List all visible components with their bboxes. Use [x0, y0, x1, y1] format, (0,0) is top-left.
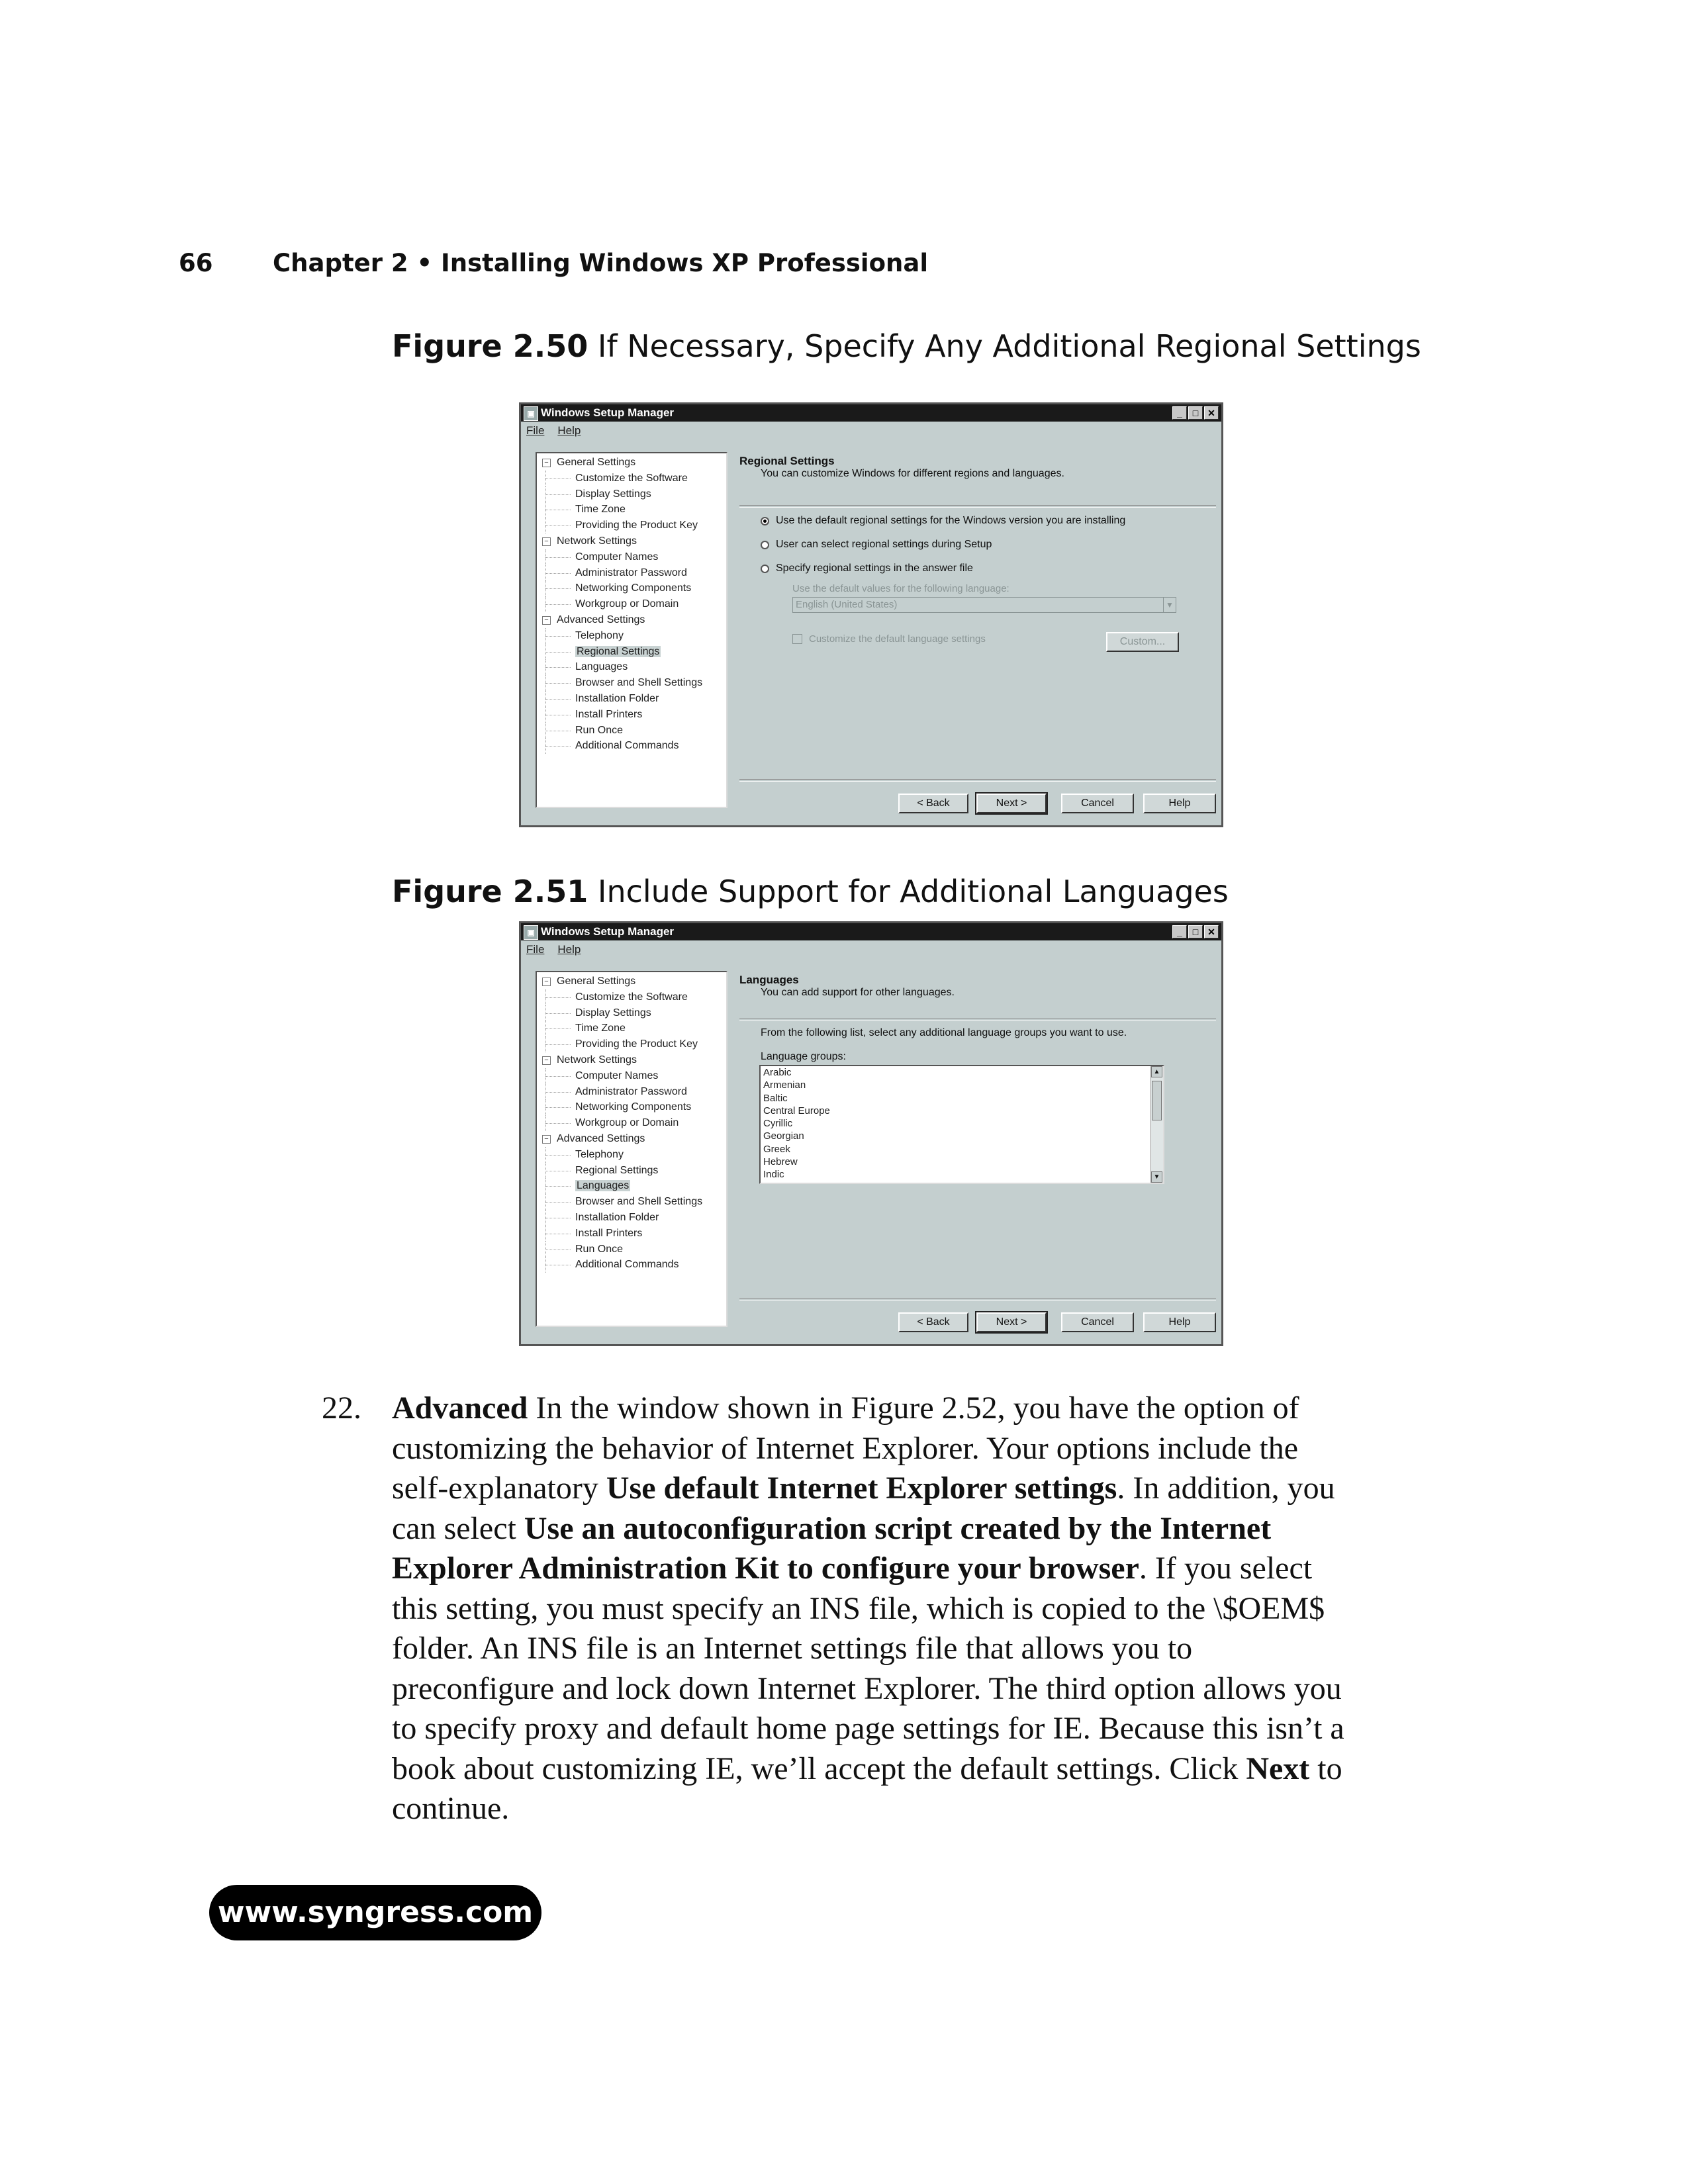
- tree-item-label: Languages: [575, 661, 628, 673]
- radio-user-select[interactable]: [761, 539, 992, 551]
- tree-item-label: Install Printers: [575, 708, 643, 720]
- menu-help[interactable]: Help: [557, 424, 581, 437]
- tree-item[interactable]: [537, 1210, 726, 1226]
- list-item[interactable]: Greek: [763, 1143, 790, 1155]
- header-separator: [739, 505, 1216, 508]
- tree-item-label: Display Settings: [575, 1007, 651, 1019]
- tree-connector: [545, 478, 571, 479]
- tree-item-label: Additional Commands: [575, 740, 679, 752]
- collapse-icon[interactable]: −: [542, 1135, 551, 1144]
- tree-item-label: Providing the Product Key: [575, 1038, 698, 1050]
- tree-item-label: Customize the Software: [575, 472, 688, 484]
- page-heading: Languages: [739, 974, 799, 986]
- figure-label: Figure 2.51: [392, 874, 588, 909]
- scrollbar[interactable]: [1150, 1066, 1163, 1183]
- footer-separator: [739, 1298, 1216, 1300]
- tree-item-label: General Settings: [557, 457, 636, 468]
- language-combo[interactable]: [792, 597, 1176, 613]
- tree-connector: [545, 1123, 571, 1124]
- tree-item[interactable]: [537, 565, 726, 581]
- tree-connector: [545, 557, 571, 558]
- tree-item[interactable]: [537, 533, 726, 549]
- tree-item[interactable]: [537, 691, 726, 707]
- list-item[interactable]: Hebrew: [763, 1156, 798, 1168]
- instruction-text: From the following list, select any additional language groups you want to use.: [761, 1027, 1127, 1038]
- text-run: to continue.: [392, 1751, 1342, 1826]
- tree-connector: [545, 699, 571, 700]
- tree-item[interactable]: [537, 1099, 726, 1115]
- text-run: In the window shown in Figure 2.52, you have the option of customizing the behavior of Internet Explorer. Your options include the self-explanatory: [392, 1390, 1299, 1506]
- tree-item[interactable]: [537, 502, 726, 518]
- radio-label: Specify regional settings in the answer file: [776, 563, 973, 574]
- tree-item-label: Customize the Software: [575, 991, 688, 1003]
- checkbox-icon: [792, 634, 802, 644]
- list-item[interactable]: Cyrillic: [763, 1118, 793, 1130]
- list-item[interactable]: Central Europe: [763, 1105, 830, 1116]
- option-name: Use default Internet Explorer settings: [606, 1471, 1117, 1506]
- option-name: Use an autoconfiguration script created by the Internet Explorer Administration Kit to configure your browser: [392, 1510, 1272, 1586]
- tree-item[interactable]: [537, 471, 726, 486]
- tree-item-label: Workgroup or Domain: [575, 598, 679, 610]
- list-item[interactable]: Arabic: [763, 1067, 792, 1078]
- customize-language-checkbox[interactable]: [792, 633, 986, 645]
- close-button[interactable]: ✕: [1204, 406, 1219, 420]
- custom-button[interactable]: Custom...: [1106, 632, 1179, 652]
- tree-item[interactable]: [537, 1178, 726, 1194]
- scroll-up-icon[interactable]: ▲: [1151, 1066, 1162, 1077]
- tree-item[interactable]: [537, 1084, 726, 1100]
- tree-connector: [545, 494, 571, 495]
- tree-item[interactable]: [537, 1257, 726, 1273]
- minimize-button[interactable]: _: [1172, 406, 1187, 420]
- tree-connector: [545, 1092, 571, 1093]
- tree-item-label: Providing the Product Key: [575, 520, 698, 531]
- tree-item-label: Languages: [577, 1180, 630, 1192]
- collapse-icon[interactable]: −: [542, 1056, 551, 1065]
- tree-item[interactable]: [537, 723, 726, 739]
- tree-connector: [545, 1107, 571, 1108]
- radio-icon: [761, 565, 769, 573]
- tree-connector: [545, 588, 571, 589]
- tree-item[interactable]: [537, 644, 726, 660]
- tree-item-label: Run Once: [575, 1243, 624, 1255]
- tree-item-label: Computer Names: [575, 1069, 659, 1081]
- tree-item[interactable]: [537, 707, 726, 723]
- tree-item[interactable]: [537, 1021, 726, 1036]
- default-values-label: Use the default values for the following language:: [792, 583, 1009, 594]
- language-groups-list[interactable]: [759, 1065, 1164, 1184]
- tree-item-label: Regional Settings: [577, 645, 660, 657]
- step-paragraph: [392, 1388, 1352, 1829]
- chevron-down-icon[interactable]: ▼: [1163, 598, 1176, 612]
- tree-item[interactable]: [537, 1068, 726, 1084]
- settings-tree[interactable]: [536, 971, 727, 1327]
- collapse-icon[interactable]: −: [542, 616, 551, 625]
- tree-item-label: Advanced Settings: [557, 614, 645, 625]
- tree-item-label: Network Settings: [557, 535, 637, 547]
- menu-file[interactable]: File: [526, 943, 545, 956]
- tree-item[interactable]: [537, 1131, 726, 1147]
- tree-item[interactable]: [537, 1036, 726, 1052]
- tree-item[interactable]: [537, 738, 726, 754]
- tree-item-label: Network Settings: [557, 1054, 637, 1066]
- setup-manager-window-languages: [519, 921, 1223, 1346]
- collapse-icon[interactable]: −: [542, 978, 551, 986]
- tree-connector: [545, 1202, 571, 1203]
- cancel-button[interactable]: Cancel: [1061, 1312, 1134, 1332]
- tree-item-label: Advanced Settings: [557, 1132, 645, 1144]
- back-button[interactable]: < Back: [898, 794, 968, 813]
- next-button[interactable]: Next >: [976, 794, 1047, 813]
- page-heading: Regional Settings: [739, 455, 835, 467]
- maximize-button[interactable]: □: [1188, 925, 1203, 938]
- language-combo-value: English (United States): [796, 599, 898, 610]
- tree-item[interactable]: [537, 1242, 726, 1257]
- tree-item[interactable]: [537, 1147, 726, 1163]
- figure-caption-text: Include Support for Additional Languages: [597, 874, 1229, 909]
- tree-item[interactable]: [537, 1194, 726, 1210]
- radio-label: Use the default regional settings for the Windows version you are installing: [776, 515, 1126, 526]
- page-subheading: You can customize Windows for different regions and languages.: [761, 468, 1064, 479]
- collapse-icon[interactable]: −: [542, 459, 551, 467]
- page-header: [739, 974, 955, 999]
- tree-connector: [545, 746, 571, 747]
- list-item[interactable]: Armenian: [763, 1079, 806, 1091]
- tree-item-label: Install Printers: [575, 1227, 643, 1239]
- tree-item-label: Networking Components: [575, 1101, 692, 1113]
- tree-item-label: General Settings: [557, 976, 636, 987]
- tree-item[interactable]: [537, 549, 726, 565]
- tree-connector: [545, 604, 571, 605]
- page-header: [739, 455, 1064, 480]
- tree-item-label: Administrator Password: [575, 567, 687, 578]
- header-separator: [739, 1019, 1216, 1021]
- tree-item[interactable]: [537, 486, 726, 502]
- page-number: 66: [179, 249, 213, 277]
- maximize-button[interactable]: □: [1188, 406, 1203, 420]
- window-title: Windows Setup Manager: [541, 406, 675, 419]
- tree-item[interactable]: [537, 628, 726, 644]
- radio-icon: [761, 541, 769, 549]
- app-icon: ▣: [524, 406, 538, 421]
- tree-connector: [545, 636, 571, 637]
- tree-item[interactable]: [537, 612, 726, 628]
- radio-use-default[interactable]: [761, 515, 1125, 527]
- next-keyword: Next: [1246, 1751, 1310, 1786]
- tree-item[interactable]: [537, 1052, 726, 1068]
- tree-item-label: Telephony: [575, 629, 624, 641]
- app-icon: ▣: [524, 925, 538, 940]
- tree-item-label: Installation Folder: [575, 1211, 659, 1223]
- settings-tree[interactable]: [536, 452, 727, 808]
- scroll-thumb[interactable]: [1152, 1081, 1162, 1120]
- figure-caption-text: If Necessary, Specify Any Additional Regional Settings: [597, 328, 1421, 364]
- running-title: Chapter 2 • Installing Windows XP Professional: [273, 249, 929, 277]
- tree-item[interactable]: [537, 1005, 726, 1021]
- tree-item-label: Computer Names: [575, 551, 659, 563]
- tree-item-label: Telephony: [575, 1148, 624, 1160]
- text-run: . In addition, you can select: [392, 1471, 1335, 1546]
- title-bar[interactable]: [521, 923, 1221, 940]
- collapse-icon[interactable]: −: [542, 537, 551, 546]
- radio-selected-icon: [761, 517, 769, 525]
- step-title: Advanced: [392, 1390, 528, 1426]
- tree-item[interactable]: [537, 659, 726, 675]
- tree-item-label: Installation Folder: [575, 692, 659, 704]
- tree-item[interactable]: [537, 675, 726, 691]
- tree-item[interactable]: [537, 1226, 726, 1242]
- tree-connector: [545, 1155, 571, 1156]
- tree-connector: [545, 667, 571, 668]
- list-item[interactable]: Baltic: [763, 1092, 788, 1104]
- tree-item-label: Regional Settings: [575, 1164, 659, 1176]
- language-groups-label: Language groups:: [761, 1051, 846, 1062]
- tree-item-label: Browser and Shell Settings: [575, 1196, 703, 1208]
- title-bar[interactable]: [521, 404, 1221, 422]
- help-button[interactable]: Help: [1143, 1312, 1216, 1332]
- tree-item[interactable]: [537, 989, 726, 1005]
- back-button[interactable]: < Back: [898, 1312, 968, 1332]
- figure-2-51-caption: [392, 874, 1229, 909]
- tree-connector: [545, 652, 571, 653]
- help-button[interactable]: Help: [1143, 794, 1216, 813]
- tree-connector: [545, 1076, 571, 1077]
- tree-item[interactable]: [537, 596, 726, 612]
- tree-item-label: Browser and Shell Settings: [575, 677, 703, 689]
- tree-item[interactable]: [537, 1115, 726, 1131]
- tree-item[interactable]: [537, 974, 726, 989]
- tree-connector: [545, 525, 571, 526]
- tree-connector: [545, 1028, 571, 1029]
- tree-connector: [545, 997, 571, 998]
- figure-2-50-caption: [392, 328, 1421, 364]
- tree-item-label: Networking Components: [575, 582, 692, 594]
- checkbox-label: Customize the default language settings: [809, 633, 986, 645]
- menu-bar: [526, 943, 581, 956]
- close-button[interactable]: ✕: [1204, 925, 1219, 938]
- list-item[interactable]: Indic: [763, 1169, 784, 1181]
- tree-connector: [545, 1013, 571, 1014]
- tree-item-label: Administrator Password: [575, 1085, 687, 1097]
- tree-item-label: Workgroup or Domain: [575, 1117, 679, 1129]
- menu-help[interactable]: Help: [557, 943, 581, 956]
- tree-item-label: Time Zone: [575, 504, 626, 516]
- page-subheading: You can add support for other languages.: [761, 987, 955, 998]
- tree-item-label: Display Settings: [575, 488, 651, 500]
- tree-item[interactable]: [537, 455, 726, 471]
- setup-manager-window-regional: [519, 402, 1223, 827]
- menu-file[interactable]: File: [526, 424, 545, 437]
- tree-item-label: Time Zone: [575, 1023, 626, 1034]
- cancel-button[interactable]: Cancel: [1061, 794, 1134, 813]
- tree-item-label: Run Once: [575, 724, 624, 736]
- radio-label: User can select regional settings during Setup: [776, 539, 992, 550]
- list-item[interactable]: Georgian: [763, 1130, 804, 1142]
- footer-separator: [739, 779, 1216, 782]
- tree-item[interactable]: [537, 518, 726, 533]
- tree-connector: [545, 1044, 571, 1045]
- text-run: . If you select this setting, you must specify an INS file, which is copied to the \$OEM$ folder. An INS file is an Internet settings file that allows you to preconfigure and lock down Internet Explorer. The third option allows you to specify proxy and default home page settings for IE. Because this isn’t a book about customizing IE, we’ll accept the default settings. Click: [392, 1551, 1344, 1786]
- tree-item[interactable]: [537, 1163, 726, 1179]
- tree-connector: [545, 683, 571, 684]
- tree-connector: [545, 1186, 571, 1187]
- tree-item-label: Additional Commands: [575, 1259, 679, 1271]
- tree-item[interactable]: [537, 580, 726, 596]
- scroll-down-icon[interactable]: ▼: [1151, 1171, 1162, 1183]
- website-url[interactable]: www.syngress.com: [209, 1885, 541, 1940]
- menu-bar: [526, 424, 581, 437]
- radio-specify-answer-file[interactable]: [761, 563, 973, 574]
- minimize-button[interactable]: _: [1172, 925, 1187, 938]
- step-number: 22.: [322, 1390, 361, 1426]
- window-title: Windows Setup Manager: [541, 925, 675, 938]
- figure-label: Figure 2.50: [392, 328, 588, 364]
- tree-connector: [545, 573, 571, 574]
- next-button[interactable]: Next >: [976, 1312, 1047, 1332]
